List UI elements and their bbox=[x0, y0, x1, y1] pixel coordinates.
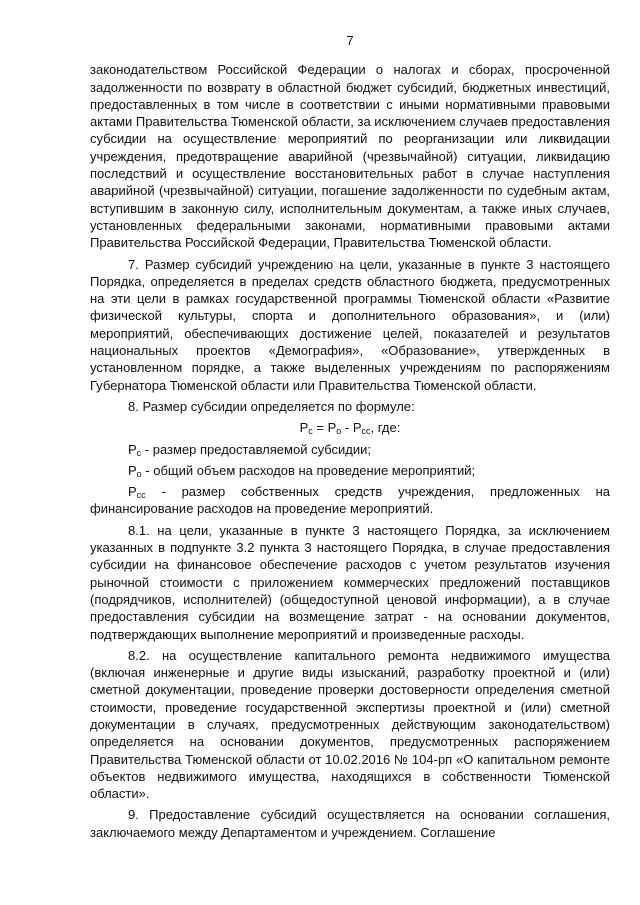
definition-subscript: о bbox=[136, 468, 142, 479]
document-page bbox=[90, 32, 610, 845]
definition-symbol: P bbox=[128, 484, 137, 500]
formula-symbol: P bbox=[299, 420, 309, 436]
paragraph-8-2: 8.2. на осуществление капитального ремонта недвижимого имущества (включая инженерные и другие виды изысканий, разработку проектной и (или) сметной документации, проведение проверки достоверности определения сметной стоимости, проведение государственной экспертизы проектной и (или) сметной документации в случаях, предусмотренных действующим законодательством) определяется на основании документов, предусмотренных распоряжением Правительства Тюменской области от 10.02.2016 № 104-рп «О капитальном ремонте объектов недвижимого имущества, находящихся в собственности Тюменской области». bbox=[90, 647, 610, 802]
formula-subscript: о bbox=[336, 426, 342, 437]
paragraph-8: 8. Размер субсидии определяется по формуле: bbox=[128, 398, 415, 414]
paragraph-continuation: законодательством Российской Федерации о налогах и сборах, просроченной задолженности по возврату в областной бюджет субсидий, бюджетных инвестиций, предоставленных в том числе в соответствии с иными нормативными правовыми актами Правительства Тюменской области, за исключением случаев предоставления субсидии на осуществление мероприятий по реорганизации или ликвидации учреждения, предотвращение аварийной (чрезвычайной) ситуации, ликвидацию последствий и осуществление восстановительных работ в случае наступления аварийной (чрезвычайной) ситуации, погашение задолженности по судебным актам, вступившим в законную силу, исполнительным документам, а также иных случаев, установленных федеральными законами, нормативными правовыми актами Правительства Российской Федерации, Правительства Тюменской области. bbox=[90, 62, 610, 251]
paragraph-9: 9. Предоставление субсидий осуществляется на основании соглашения, заключаемого между Департаментом и учреждением. Соглашение bbox=[90, 807, 610, 840]
definition-subscript: с bbox=[136, 447, 142, 458]
definition-subscript: сс bbox=[136, 490, 146, 501]
formula-subscript: с bbox=[308, 426, 313, 437]
formula-equals: = P bbox=[312, 420, 337, 436]
definition-pcc bbox=[90, 483, 610, 518]
paragraph-8-1: 8.1. на цели, указанные в пункте 3 настоящего Порядка, за исключением указанных в подпункте 3.2 пункта 3 настоящего Порядка, в случае предоставления субсидии на финансовое обеспечение расходов с учетом результатов изучения рыночной стоимости с приложением коммерческих предложений поставщиков (подрядчиков, исполнителей) (общедоступной ценовой информации), а в случае предоставления субсидии на возмещение затрат - на основании документов, подтверждающих выполнение мероприятий и произведенные расходы. bbox=[90, 522, 610, 642]
formula-tail: , где: bbox=[370, 420, 401, 436]
definition-text: - размер собственных средств учреждения, предложенных на финансирование расходов на проведение мероприятий. bbox=[90, 484, 610, 517]
definition-text: - общий объем расходов на проведение мероприятий; bbox=[141, 462, 476, 478]
definition-symbol: P bbox=[128, 441, 137, 457]
definition-po bbox=[90, 462, 610, 479]
definition-symbol: P bbox=[128, 462, 137, 478]
subsidy-formula bbox=[90, 419, 610, 436]
paragraph-7: 7. Размер субсидий учреждению на цели, указанные в пункте 3 настоящего Порядка, определяется в пределах средств областного бюджета, предусмотренных на эти цели в рамках государственной программы Тюменской области «Развитие физической культуры, спорта и дополнительного образования», и (или) мероприятий, обеспечивающих достижение целей, показателей и результатов национальных проектов «Демография», «Образование», утвержденных в установленном порядке, а также выделенных учреждениям по распоряжениям Губернатора Тюменской области или Правительства Тюменской области. bbox=[90, 256, 610, 393]
page-number: 7 bbox=[346, 33, 354, 48]
formula-subscript: сс bbox=[361, 426, 371, 437]
definition-text: - размер предоставляемой субсидии; bbox=[141, 441, 372, 457]
formula-minus: - P bbox=[341, 420, 362, 436]
definition-pc bbox=[90, 441, 610, 458]
